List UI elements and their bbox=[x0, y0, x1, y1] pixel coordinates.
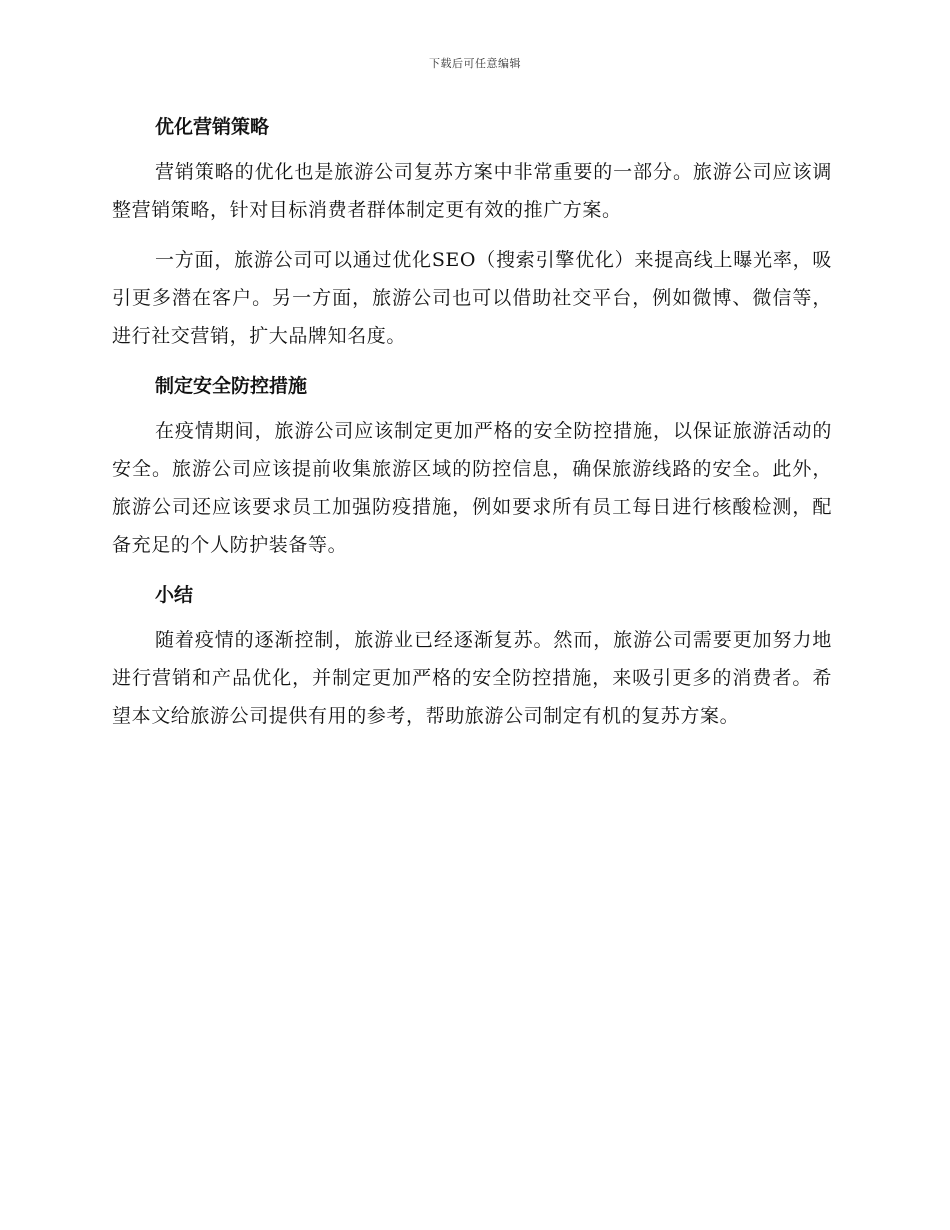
section-summary bbox=[112, 576, 832, 735]
header-note: 下载后可任意编辑 bbox=[429, 57, 521, 70]
section-marketing bbox=[112, 108, 832, 355]
paragraph: 营销策略的优化也是旅游公司复苏方案中非常重要的一部分。旅游公司应该调整营销策略，针对目标消费者群体制定更有效的推广方案。 bbox=[112, 161, 832, 221]
section-title: 小结 bbox=[155, 584, 194, 606]
paragraph: 一方面，旅游公司可以通过优化SEO（搜索引擎优化）来提高线上曝光率，吸引更多潜在客户。另一方面，旅游公司也可以借助社交平台，例如微博、微信等，进行社交营销，扩大品牌知名度。 bbox=[112, 249, 832, 347]
section-title: 优化营销策略 bbox=[155, 116, 270, 138]
document-body bbox=[112, 108, 832, 747]
paragraph: 在疫情期间，旅游公司应该制定更加严格的安全防控措施，以保证旅游活动的安全。旅游公司应该提前收集旅游区域的防控信息，确保旅游线路的安全。此外，旅游公司还应该要求员工加强防疫措施，例如要求所有员工每日进行核酸检测，配备充足的个人防护装备等。 bbox=[112, 420, 832, 556]
section-safety bbox=[112, 367, 832, 564]
paragraph: 随着疫情的逐渐控制，旅游业已经逐渐复苏。然而，旅游公司需要更加努力地进行营销和产品优化，并制定更加严格的安全防控措施，来吸引更多的消费者。希望本文给旅游公司提供有用的参考，帮助旅游公司制定有机的复苏方案。 bbox=[112, 629, 832, 727]
section-title: 制定安全防控措施 bbox=[155, 375, 308, 397]
